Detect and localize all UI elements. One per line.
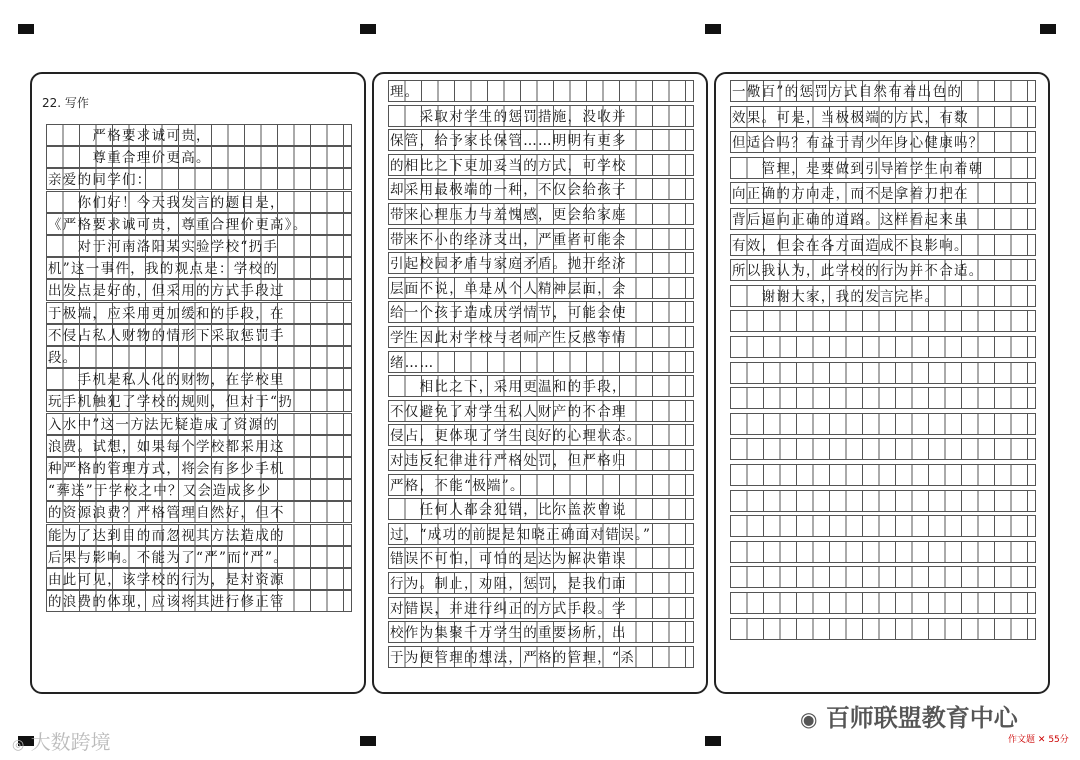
grid-row	[388, 547, 694, 569]
grid-row	[46, 368, 352, 390]
score-mark-icon: ✕	[1037, 735, 1046, 745]
answer-panel-2	[372, 72, 708, 694]
handwritten-line: 带来不小的经济支出，严重者可能会	[390, 231, 627, 248]
grid-row	[46, 390, 352, 412]
footer-label: 作文题	[1008, 735, 1036, 745]
handwritten-line: 入水中”这一方法无疑造成了资源的	[48, 416, 279, 433]
grid-row	[388, 154, 694, 176]
grid-row	[730, 208, 1036, 230]
grid-row	[388, 646, 694, 668]
handwritten-line: 段。	[48, 350, 78, 366]
grid-row	[388, 498, 694, 520]
handwritten-line: 侵占，更体现了学生良好的心理状态。	[390, 428, 642, 445]
handwritten-line: 校作为集聚千万学生的重要场所，出	[390, 625, 627, 642]
score-footer	[1008, 732, 1069, 745]
grid-row	[388, 523, 694, 545]
handwritten-line: 有效，但会在各方面造成不良影响。	[732, 237, 969, 254]
grid-row	[730, 618, 1036, 640]
handwritten-line: 层面不说，单是从个人精神层面，会	[390, 280, 627, 297]
handwritten-line: 尊重合理价更高。	[48, 150, 211, 167]
grid-row	[46, 524, 352, 546]
logo-icon: ◎	[12, 737, 25, 753]
grid-row	[46, 146, 352, 168]
handwritten-line: 对于河南洛阳某实验学校“扔手	[48, 239, 279, 255]
handwritten-line: 谢谢大家，我的发言完毕。	[732, 288, 940, 305]
grid-row	[388, 80, 694, 102]
handwritten-line: 绪……	[390, 354, 435, 371]
handwritten-line: 却采用最极端的一种，不仅会给孩子	[390, 182, 627, 199]
handwritten-line: 亲爱的同学们：	[48, 172, 152, 189]
grid-row	[730, 285, 1036, 307]
grid-row	[46, 568, 352, 590]
handwritten-line: 后果与影响。不能为了“严”而“严”。	[48, 549, 289, 566]
grid-row	[46, 302, 352, 324]
handwritten-line: 采取对学生的惩罚措施，没收并	[390, 108, 627, 125]
grid-row	[46, 235, 352, 257]
wechat-icon: ◉	[800, 707, 818, 731]
handwritten-line: 对违反纪律进行严格处罚，但严格归	[390, 453, 627, 469]
handwritten-line: 机”这一事件，我的观点是：学校的	[48, 261, 279, 278]
grid-row	[46, 501, 352, 523]
grid-row	[46, 213, 352, 235]
handwritten-line: 于为便管理的想法，严格的管理，“杀	[390, 649, 636, 666]
grid-row	[730, 336, 1036, 358]
grid-row	[388, 572, 694, 594]
answer-panel-3	[714, 72, 1050, 694]
handwritten-line: 对错误，并进行纠正的方式手段。学	[390, 600, 627, 617]
handwritten-line: 管理，是要做到引导着学生向着朝	[732, 160, 984, 177]
registration-mark	[360, 736, 376, 746]
grid-row	[730, 310, 1036, 332]
handwritten-line: 的资源浪费？严格管理自然好，但不	[48, 505, 285, 522]
registration-mark	[705, 24, 721, 34]
grid-row	[730, 131, 1036, 153]
handwritten-line: 的相比之下更加妥当的方式，可学校	[390, 157, 627, 174]
grid-row	[46, 546, 352, 568]
grid-row	[730, 80, 1036, 102]
grid-row	[388, 424, 694, 446]
handwritten-line: 一儆百”的惩罚方式自然有着出色的	[732, 84, 963, 100]
grid-row	[46, 479, 352, 501]
handwritten-line: 但适合吗？有益于青少年身心健康吗？	[732, 135, 984, 152]
grid-row	[388, 178, 694, 200]
handwritten-line: 学生因此对学校与老师产生反感等情	[390, 330, 627, 346]
handwritten-line: 背后逼向正确的道路。这样看起来虽	[732, 212, 969, 228]
watermark-left: ◎ 大数跨境	[12, 730, 111, 754]
handwritten-line: 带来心理压力与羞愧感，更会给家庭	[390, 207, 627, 223]
handwritten-line: 向正确的方向走，而不是拿着刀把在	[732, 186, 969, 203]
handwritten-line: 浪费。试想，如果每个学校都采用这	[48, 438, 285, 455]
grid-row	[730, 413, 1036, 435]
grid-row	[46, 413, 352, 435]
grid-row	[46, 324, 352, 346]
registration-mark	[705, 736, 721, 746]
registration-mark	[1040, 24, 1056, 34]
handwritten-line: 给一个孩子造成厌学情节，可能会使	[390, 305, 627, 322]
grid-row	[730, 182, 1036, 204]
handwritten-line: “葬送”于学校之中？又会造成多少	[48, 483, 272, 500]
grid-row	[388, 129, 694, 151]
handwritten-line: 严格，不能“极端”。	[390, 477, 525, 494]
grid-row	[46, 435, 352, 457]
handwritten-line: 行为。制止，劝阻，惩罚，是我们面	[390, 576, 627, 592]
grid-row	[388, 252, 694, 274]
handwritten-line: 不侵占私人财物的情形下采取惩罚手	[48, 327, 285, 344]
footer-score: 55分	[1048, 735, 1069, 745]
handwritten-line: 种严格的管理方式，将会有多少手机	[48, 461, 285, 477]
grid-row	[388, 203, 694, 225]
grid-row	[46, 279, 352, 301]
grid-row	[388, 449, 694, 471]
handwritten-line: 不仅避免了对学生私人财产的不合理	[390, 403, 627, 420]
registration-mark	[18, 24, 34, 34]
handwritten-line: 所以我认为，此学校的行为并不合适。	[732, 263, 984, 280]
grid-row	[730, 157, 1036, 179]
grid-row	[388, 375, 694, 397]
handwritten-line: 由此可见，该学校的行为，是对资源	[48, 572, 285, 588]
grid-row	[730, 438, 1036, 460]
grid-row	[730, 362, 1036, 384]
grid-row	[46, 168, 352, 190]
answer-panel-1	[30, 72, 366, 694]
grid-row	[388, 351, 694, 373]
handwritten-line: 保管，给予家长保管……明明有更多	[390, 133, 627, 150]
grid-row	[46, 124, 352, 146]
grid-row	[730, 387, 1036, 409]
grid-row	[730, 592, 1036, 614]
grid-row	[730, 566, 1036, 588]
handwritten-line: 玩手机触犯了学校的规则，但对于“扔	[48, 394, 294, 411]
handwritten-line: 理。	[390, 84, 420, 100]
grid-row	[388, 474, 694, 496]
grid-row	[388, 277, 694, 299]
registration-mark	[360, 24, 376, 34]
handwritten-line: 任何人都会犯错，比尔盖茨曾说	[390, 502, 627, 519]
handwritten-line: 效果。可是，当极极端的方式，有数	[732, 109, 969, 126]
grid-row	[730, 515, 1036, 537]
grid-row	[46, 590, 352, 612]
grid-row	[730, 234, 1036, 256]
handwritten-line: 手机是私人化的财物，在学校里	[48, 372, 285, 389]
handwritten-line: 《严格要求诚可贵，尊重合理价更高》。	[48, 216, 308, 233]
handwritten-line: 出发点是好的，但采用的方式手段过	[48, 283, 285, 300]
grid-row	[46, 457, 352, 479]
watermark-right: ◉ 百师联盟教育中心	[800, 704, 1018, 732]
grid-row	[46, 191, 352, 213]
handwritten-line: 能为了达到目的而忽视其方法造成的	[48, 527, 285, 544]
grid-row	[388, 621, 694, 643]
handwritten-line: 于极端，应采用更加缓和的手段，在	[48, 305, 285, 322]
grid-row	[730, 490, 1036, 512]
handwritten-line: 错误不可怕，可怕的是达为解决错误	[390, 551, 627, 568]
question-heading: 22. 写作	[42, 96, 89, 110]
handwritten-line: 的浪费的体现，应该将其进行修正管	[48, 594, 285, 611]
grid-row	[730, 259, 1036, 281]
grid-row	[388, 228, 694, 250]
handwritten-line: 过，“成功的前提是知晓正确面对错误。”	[390, 526, 652, 543]
grid-row	[730, 541, 1036, 563]
grid-row	[388, 400, 694, 422]
grid-row	[730, 106, 1036, 128]
grid-row	[46, 346, 352, 368]
grid-row	[388, 597, 694, 619]
handwritten-line: 相比之下，采用更温和的手段，	[390, 379, 627, 396]
handwritten-line: 你们好！今天我发言的题目是，	[48, 194, 285, 211]
handwritten-line: 引起校园矛盾与家庭矛盾。抛开经济	[390, 256, 627, 273]
grid-row	[730, 464, 1036, 486]
grid-row	[46, 257, 352, 279]
grid-row	[388, 326, 694, 348]
grid-row	[388, 105, 694, 127]
handwritten-line: 严格要求诚可贵，	[48, 128, 211, 144]
grid-row	[388, 301, 694, 323]
